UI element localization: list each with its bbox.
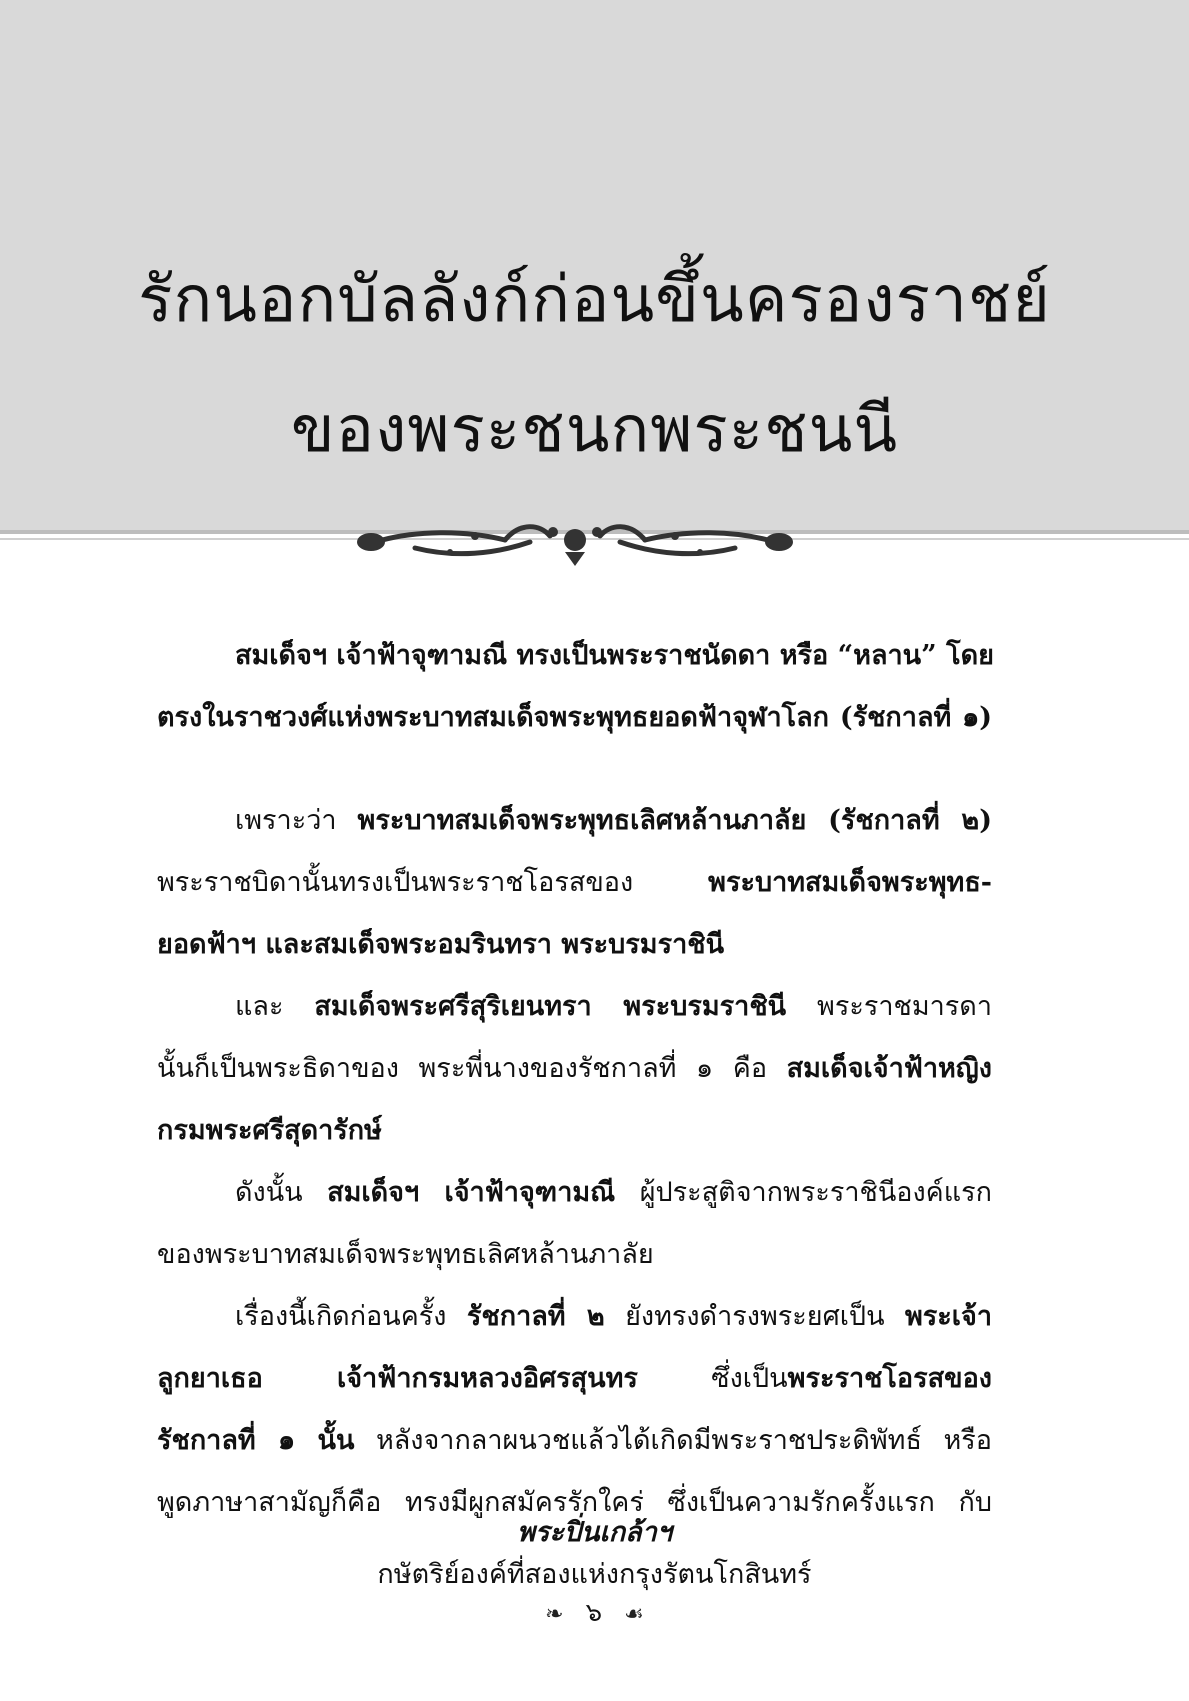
body-line: [157, 1286, 992, 1348]
text-run: ของพระบาทสมเด็จพระพุทธเลิศหล้านภาลัย: [157, 1239, 654, 1270]
body-line: [157, 1162, 992, 1224]
text-run: ดังนั้น: [235, 1177, 328, 1208]
body-line: [157, 1224, 992, 1286]
bold-run: พระบาทสมเด็จพระพุทธเลิศหล้านภาลัย (รัชกาลที่ ๒): [357, 805, 992, 836]
body-line: [157, 976, 992, 1038]
intro-paragraph: [157, 625, 992, 749]
bold-run: พระบาทสมเด็จพระพุทธ-: [708, 867, 992, 898]
intro-line-2: ตรงในราชวงศ์แห่งพระบาทสมเด็จพระพุทธยอดฟ้าจุฬาโลก (รัชกาลที่ ๑): [157, 702, 992, 733]
text-run: พูดภาษาสามัญก็คือ ทรงมีผูกสมัครรักใคร่ ซึ่งเป็นความรักครั้งแรก กับ: [157, 1487, 992, 1518]
page-number: ๖: [585, 1598, 603, 1628]
bold-run: รัชกาลที่ ๒: [466, 1301, 605, 1332]
text-run: หลังจากลาผนวชแล้วได้เกิดมีพระราชประดิพัทธ์ หรือ: [354, 1425, 992, 1456]
bold-run: สมเด็จเจ้าฟ้าหญิง: [786, 1053, 992, 1084]
body-line: [157, 914, 992, 976]
bold-run: สมเด็จฯ เจ้าฟ้าจุฑามณี: [327, 1177, 616, 1208]
bold-run: รัชกาลที่ ๑ นั้น: [157, 1425, 355, 1456]
body-line: [157, 1348, 992, 1410]
text-run: เพราะว่า: [235, 805, 358, 836]
left-flourish-icon: ❧: [545, 1602, 564, 1627]
text-run: และ: [235, 991, 315, 1022]
body-line: [157, 1100, 992, 1162]
footer-book-title: พระปิ่นเกล้าฯ: [517, 1517, 672, 1548]
text-run: พระราชบิดานั้นทรงเป็นพระราชโอรสของ: [157, 867, 709, 898]
flourish-ornament-icon: [355, 512, 795, 568]
body-line: [157, 1410, 992, 1472]
bold-run: พระราชโอรสของ: [787, 1363, 992, 1394]
text-run: ซึ่งเป็น: [637, 1363, 788, 1394]
bold-run: พระเจ้า: [904, 1301, 992, 1332]
bold-run: ยอดฟ้าฯ และสมเด็จพระอมรินทรา พระบรมราชินี: [157, 929, 725, 960]
body-line: [157, 790, 992, 852]
body-text: [157, 790, 992, 1534]
footer-subtitle: กษัตริย์องค์ที่สองแห่งกรุงรัตนโกสินทร์: [377, 1559, 812, 1590]
right-flourish-icon: ☙: [624, 1602, 644, 1627]
bold-run: กรมพระศรีสุดารักษ์: [157, 1115, 382, 1146]
text-run: ผู้ประสูติจากพระราชินีองค์แรก: [615, 1177, 992, 1208]
chapter-title-line-2: ของพระชนกพระชนนี: [290, 393, 899, 467]
text-run: เรื่องนี้เกิดก่อนครั้ง: [235, 1301, 467, 1332]
bold-run: ลูกยาเธอ เจ้าฟ้ากรมหลวงอิศรสุนทร: [157, 1363, 638, 1394]
body-line: [157, 852, 992, 914]
text-run: ยังทรงดำรงพระยศเป็น: [604, 1301, 905, 1332]
page-number-row: [0, 1592, 1189, 1633]
bold-run: สมเด็จพระศรีสุริเยนทรา พระบรมราชินี: [314, 991, 787, 1022]
intro-line-1: สมเด็จฯ เจ้าฟ้าจุฑามณี ทรงเป็นพระราชนัดดา หรือ “หลาน” โดย: [235, 640, 994, 671]
text-run: นั้นก็เป็นพระธิดาของ พระพี่นางของรัชกาลที่ ๑ คือ: [157, 1053, 787, 1084]
chapter-title-line-1: รักนอกบัลลังก์ก่อนขึ้นครองราชย์: [138, 263, 1051, 337]
body-line: [157, 1038, 992, 1100]
text-run: พระราชมารดา: [786, 991, 992, 1022]
